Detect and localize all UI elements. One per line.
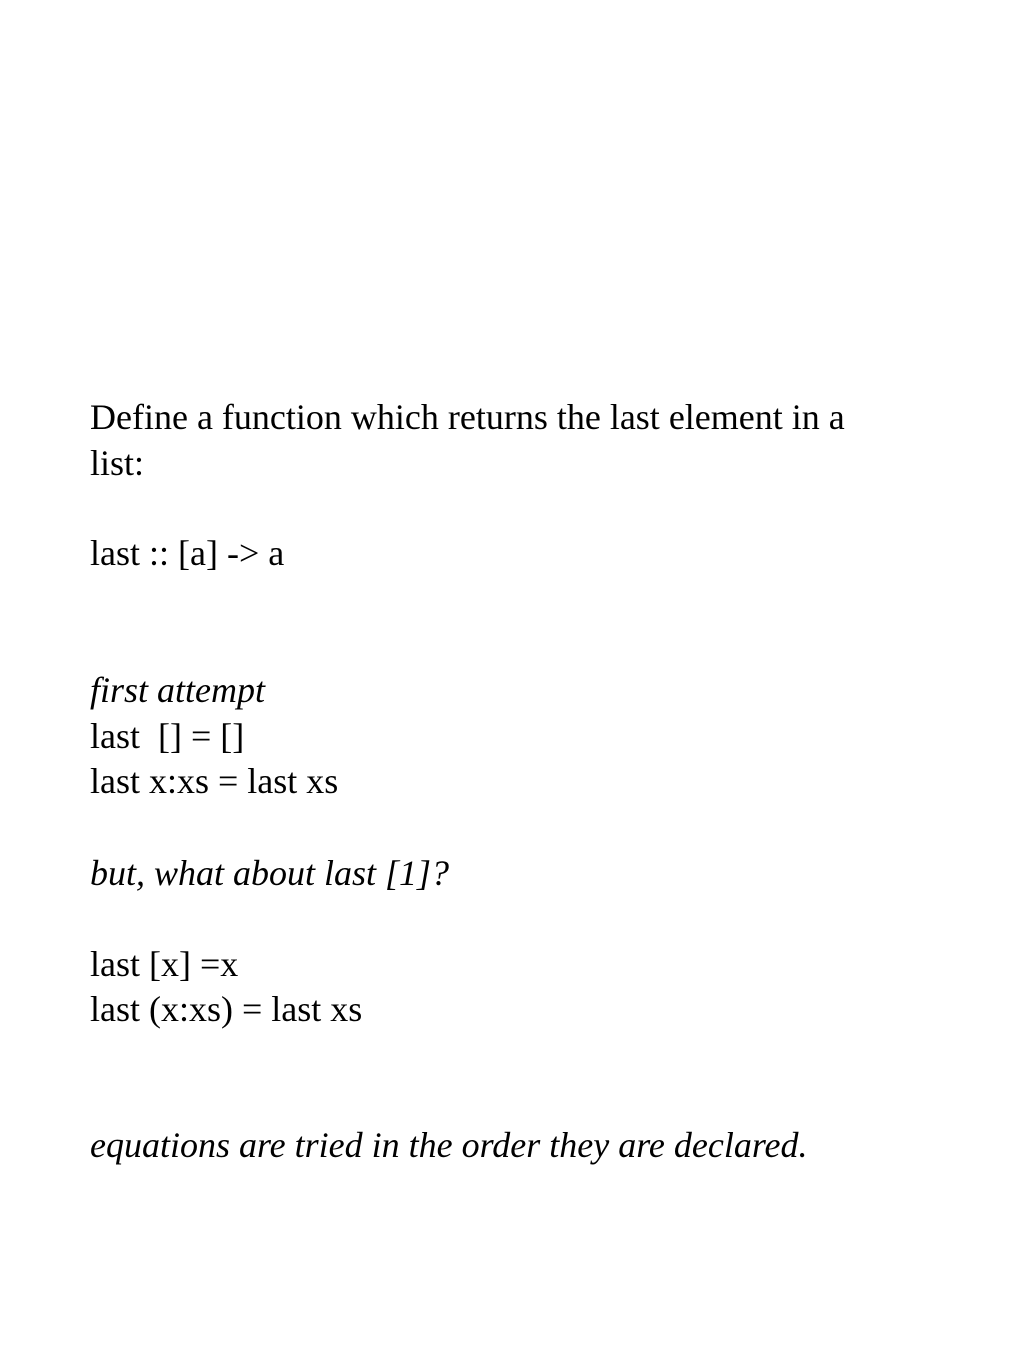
first-attempt-heading: first attempt xyxy=(90,670,266,710)
first-attempt-equation-2: last x:xs = last xs xyxy=(90,761,339,801)
question-text: but, what about last [1]? xyxy=(90,853,450,893)
solution-equation-1: last [x] =x xyxy=(90,944,239,984)
first-attempt-equation-1: last [] = [] xyxy=(90,716,245,756)
type-signature: last :: [a] -> a xyxy=(90,533,285,573)
intro-text-line-1: Define a function which returns the last element in a xyxy=(90,397,845,437)
intro-text-line-2: list: xyxy=(90,443,145,483)
conclusion-text: equations are tried in the order they are declared. xyxy=(90,1125,808,1165)
solution-equation-2: last (x:xs) = last xs xyxy=(90,989,363,1029)
